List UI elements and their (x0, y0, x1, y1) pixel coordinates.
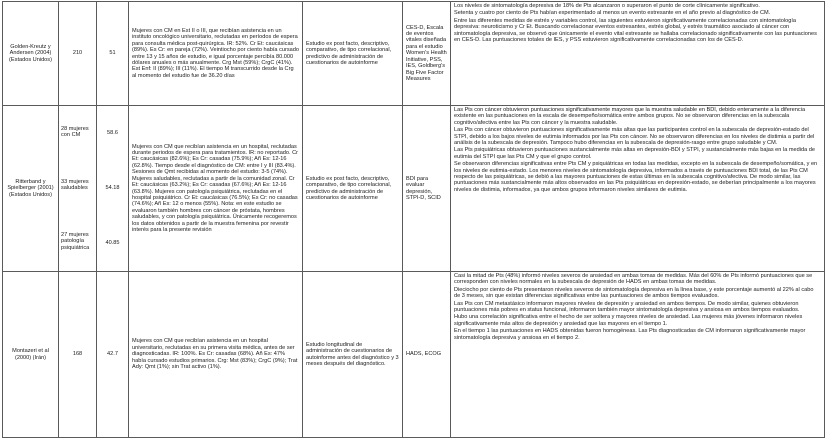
result-paragraph: Casi la mitad de Pts (48%) informó niveles severos de ansiedad en ambas tomas de medidas. Más del 60% de Pts informó puntuaciones que se corresponden con niveles normales en la subescala de depresión de HADS en ambas tomas de medidas. (454, 273, 813, 286)
design-cell: Estudio ex post facto, descriptivo, comparativo, de tipo correlacional, predictivo de administración de cuestionarios de autoinforme (303, 2, 403, 106)
design-cell: Estudio longitudinal de administración de cuestionarios de autoinforme antes del diagnóstico y 3 meses después del diagnóstico. (303, 272, 403, 438)
instruments-cell: BDI para evaluar depresión, STPI-D, SCID (403, 106, 451, 272)
group-score: 40.85 (105, 240, 120, 247)
result-paragraph: Las Pts psiquiátricas obtuvieron puntuaciones sustancialmente más altas en depresión-BDI y STPI, y sustancialmente más bajas en la medida de eutimia del STPI que las Pts CM y que el grupo control. (454, 147, 815, 160)
results-cell (451, 272, 825, 438)
group-score: 54.18 (105, 185, 120, 192)
results-cell (451, 2, 825, 106)
study-cell: Ritterband y Spielberger (2001) (Estados Unidos) (3, 106, 59, 272)
group-label: 27 mujeres patología psiquiátrica (61, 231, 90, 251)
sample-description-cell: Mujeres con CM en Est II o III, que recibían asistencia en un instituto oncológico universitario, reclutadas en períodos de espera para consulta médica post-quirúrgica. IR: 52%. Cr Et: caucásicas (89%). Es Cr: en pareja (72%). Veintiocho por ciento había cursado entre 13 y 15 años de estudio, e igual porcentaje percibía 80.000 dólares anuales o más anualmente. Crg Mst (59%); CrgC (41%). Est Enf: II (89%); III (11%). El tiempo M transcurrido desde la Crg al momento del estudio fue de 36.20 días (129, 2, 303, 106)
sample-description-cell: Mujeres con CM que recibían asistencia en un hospital, reclutadas durante periodos de espera para tratamientos. IR: no reportado. Cr Et: caucásicas (82.6%); Es Cr: casadas (75.9%); Añ Es: 12-16 (62.8%). Tiempo desde el diagnóstico de CM: entre I y III (83.4%). Sesiones de Qmt recibidas al momento del estudio: 3-5 (74%). Mujeres saludables, reclutadas a partir de la comunidad zonal. Cr Et: caucásicas (63.2%); Es Cr: casadas (67.6%); Añ Es: 12-16 (63.8%). Mujeres con patología psiquiátrica, reclutadas en el hospital psiquiátrico. Cr Et: caucásicas (76.5%); Es Cr: no casadas (74.6%); Añ Es: 12 o menos (55%). Nota: en este estudio se evaluaron también hombres con cáncer de próstata, hombres saludables, y con patología psiquiátrica. Únicamente recogeremos los datos obtenidos a partir de la muestra femenina por revestir interés para la presente revisión (129, 106, 303, 272)
sample-size-cell: 210 (59, 2, 97, 106)
result-paragraph: Entre las diferentes medidas de estrés y variables control, las siguientes estuvieron significativamente correlacionadas con sintomatología depresiva: neuroticismo y Cr Et. Buscando correlacionar eventos estresantes, estrés global, y estrés traumático asociado al cáncer con sintomatología depresiva, se observó que únicamente el evento vital estresante se hallaba correlacionado significativamente con las puntuaciones en CES-D. Las puntuaciones totales de IES, y PSS estuvieron significativamente correlacionadas con los de CES-D. (454, 17, 817, 44)
result-paragraph: Setenta y cuatro por ciento de Pts habían experimentado al menos un evento estresante en el año previo al diagnóstico de CM. (454, 10, 771, 17)
sample-description-cell: Mujeres con CM que recibían asistencia en un hospital universitario, reclutadas en su primera visita médica, antes de ser diagnosticadas. IR: 100%. Es Cr: casadas (68%). Añ Es: 47% había cursado estudios primarios. Crg: Mst (83%); CrgC (9%); Trat Ady: Qmt (1%); sin Trat activo (1%). (129, 272, 303, 438)
result-paragraph: Las Pts con cáncer obtuvieron puntuaciones significativamente más altas que las participantes control en la subescala de depresión-estado del STPI, debido a los bajos niveles de eutimia informados por las Pts con cáncer. No se observaron diferencias en los niveles de distimia a partir del análisis de la subescala de depresión. Tampoco hubo diferencias en la subescala de depresión-rasgo entre grupo saludable y CM. (454, 127, 815, 147)
instruments-cell: HADS, ECOG (403, 272, 451, 438)
result-paragraph: Se observaron diferencias significativas entre Pts CM y psiquiátricas en todas las medidas, excepto en la subescala de desempeño/somática, y en los niveles de eutimia-estado. Los menores niveles de sintomatología depresiva, informados a través de puntuaciones BDI total, de las Pts CM respecto de las psiquiátricas, se debió a las mayores puntuaciones de estas últimas en la subescala cognitivo/afectiva. De modo similar, las puntuaciones más sustancialmente más altos observados en las Pts psiquiátricas en depresión-estado, se deberían principalmente a los mayores niveles de distimia, informados, ya que ambos grupos informaron niveles similares de eutimia. (454, 161, 818, 193)
table-row (3, 272, 825, 438)
group-score: 58.6 (107, 130, 118, 137)
table-row (3, 2, 825, 106)
group-label: 33 mujeres saludables (61, 178, 89, 192)
result-paragraph: Dieciocho por ciento de Pts presentaron niveles severos de sintomatología depresiva en la línea base, y este porcentaje aumentó al 22% al cabo de 3 meses, sin que existan diferencias significativas entre las puntuaciones de ambos tiempos evaluados. (454, 286, 814, 300)
score-cell: 42.7 (97, 272, 129, 438)
sample-groups-cell (59, 106, 97, 272)
studies-table (2, 1, 825, 438)
score-cell (97, 106, 129, 272)
results-cell (451, 106, 825, 272)
design-cell: Estudio ex post facto, descriptivo, comparativo, de tipo correlacional, predictivo de administración de cuestionarios de autoinforme (303, 106, 403, 272)
instruments-cell: CES-D, Escala de eventos vitales diseñada para el estudio Women's Health Initiative, PSS, IES, Goldberg's Big Five Factor Measures (403, 2, 451, 106)
study-cell: Montazeri et al (2000) (Irán) (3, 272, 59, 438)
sample-size-cell: 168 (59, 272, 97, 438)
result-paragraph: En el tiempo 1 las puntuaciones en HADS obtenidas fueron homogéneas. Las Pts diagnosticadas de CM informaron significativamente mayor sintomatología depresiva y ansiosa en el tiempo 2. (454, 328, 806, 341)
result-paragraph: Las Pts con CM metastásico informaron mayores niveles de depresión y ansiedad en ambos tiempos. De modo similar, quienes obtuvieron puntuaciones más pobres en status funcional, informaron también mayor sintomatología depresiva y ansiosa en ambos tiempos evaluados. (454, 300, 800, 314)
score-cell: 51 (97, 2, 129, 106)
result-paragraph: Los niveles de sintomatología depresiva de 18% de Pts alcanzaron o superaron el punto de corte clínicamente significativo. (454, 3, 760, 9)
study-cell: Golden-Kreutz y Andersen (2004) (Estados Unidos) (3, 2, 59, 106)
table-row (3, 106, 825, 272)
result-paragraph: Hubo una correlación significativa entre el hecho de ser soltera y mayores niveles de ansiedad. Las mujeres más jóvenes informaron niveles significativamente más altos de depresión y ansiedad que las mayores en el tiempo 1. (454, 314, 803, 327)
group-label: 28 mujeres con CM (61, 126, 89, 139)
result-paragraph: Las Pts con cáncer obtuvieron puntuaciones significativamente mayores que la muestra saludable en BDI, debido enteramente a la diferencia existente en las puntuaciones en la escala de desempeño/somática entre ambos grupos. No se observaron diferencias en la subescala cognitivo/afectiva entre las Pts con cáncer y la muestra saludable. (454, 107, 806, 126)
